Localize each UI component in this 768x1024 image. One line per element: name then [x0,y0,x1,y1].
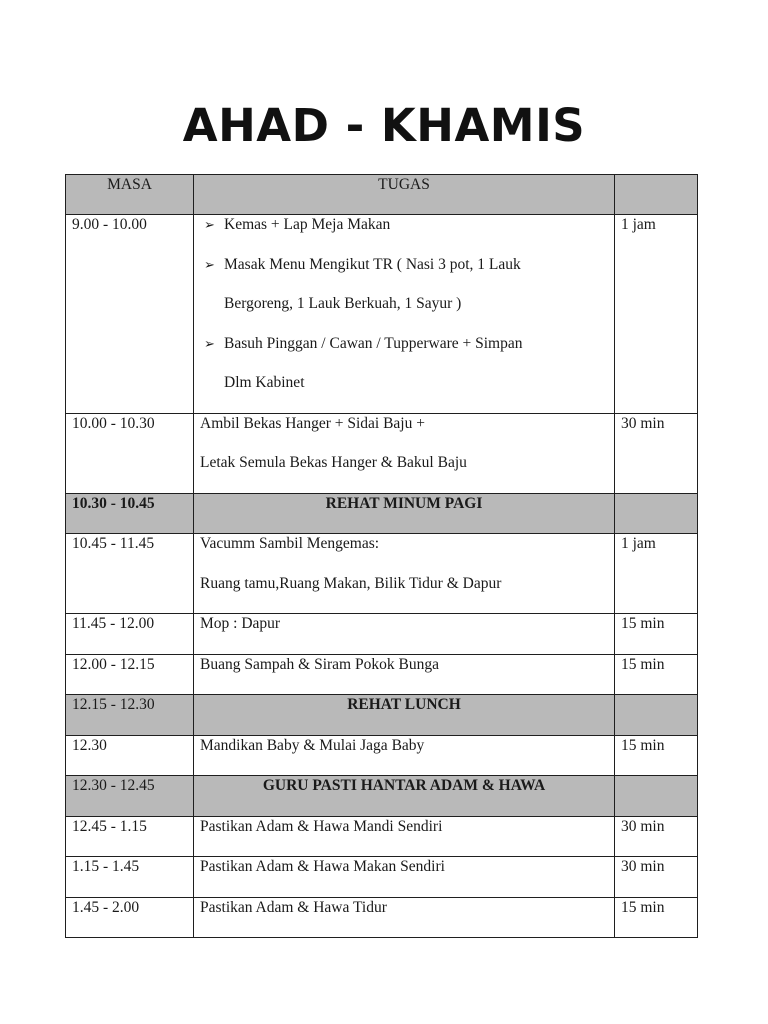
task-cell: Pastikan Adam & Hawa Tidur [194,897,615,938]
duration-cell: 15 min [615,735,698,776]
time-cell: 12.00 - 12.15 [66,654,194,695]
time-cell: 10.45 - 11.45 [66,534,194,614]
time-cell: 9.00 - 10.00 [66,215,194,414]
time-cell: 10.00 - 10.30 [66,413,194,493]
task-cell: Pastikan Adam & Hawa Makan Sendiri [194,857,615,898]
table-row [66,534,698,614]
time-cell: 1.15 - 1.45 [66,857,194,898]
time-cell: 12.45 - 1.15 [66,816,194,857]
time-cell: 12.30 [66,735,194,776]
task-cell: Buang Sampah & Siram Pokok Bunga [194,654,615,695]
duration-cell [615,695,698,736]
duration-cell: 30 min [615,857,698,898]
duration-cell: 1 jam [615,534,698,614]
header-masa: MASA [66,175,194,215]
break-row [66,493,698,534]
duration-cell [615,493,698,534]
table-row [66,215,698,414]
time-cell: 11.45 - 12.00 [66,614,194,655]
header-tugas: TUGAS [194,175,615,215]
table-row [66,897,698,938]
list-item: ➢ Masak Menu Mengikut TR ( Nasi 3 pot, 1 Lauk [200,255,608,295]
list-item: ➢ Basuh Pinggan / Cawan / Tupperware + Simpan [200,334,608,374]
time-cell: 1.45 - 2.00 [66,897,194,938]
arrow-bullet-icon: ➢ [204,218,215,233]
task-cell: Pastikan Adam & Hawa Mandi Sendiri [194,816,615,857]
duration-cell [615,776,698,817]
time-cell: 10.30 - 10.45 [66,493,194,534]
time-cell: 12.15 - 12.30 [66,695,194,736]
table-row [66,735,698,776]
duration-cell: 15 min [615,897,698,938]
task-cell: Mop : Dapur [194,614,615,655]
break-row [66,695,698,736]
task-cell: Ambil Bekas Hanger + Sidai Baju + Letak Semula Bekas Hanger & Bakul Baju [194,413,615,493]
duration-cell: 15 min [615,654,698,695]
table-row [66,413,698,493]
page-title: AHAD - KHAMIS [182,99,586,152]
duration-cell: 30 min [615,816,698,857]
list-item: ➢ Kemas + Lap Meja Makan [200,215,608,255]
task-cell: ➢ Kemas + Lap Meja Makan ➢ Masak Menu Mengikut TR ( Nasi 3 pot, 1 Lauk Bergoreng, 1 Lauk Berkuah, 1 Sayur ) ➢ Basuh Pinggan / Cawan / Tupperware + Simpan Dlm Kabinet [194,215,615,414]
duration-cell: 30 min [615,413,698,493]
task-cell: Vacumm Sambil Mengemas: Ruang tamu,Ruang Makan, Bilik Tidur & Dapur [194,534,615,614]
break-title: GURU PASTI HANTAR ADAM & HAWA [194,776,615,817]
table-row [66,614,698,655]
table-row [66,857,698,898]
table-header-row [66,175,698,215]
table-row [66,654,698,695]
break-title: REHAT LUNCH [194,695,615,736]
duration-cell: 15 min [615,614,698,655]
header-duration [615,175,698,215]
table-row [66,816,698,857]
arrow-bullet-icon: ➢ [204,336,215,352]
time-cell: 12.30 - 12.45 [66,776,194,817]
task-cell: Mandikan Baby & Mulai Jaga Baby [194,735,615,776]
break-title: REHAT MINUM PAGI [194,493,615,534]
break-row [66,776,698,817]
arrow-bullet-icon: ➢ [204,257,215,273]
duration-cell: 1 jam [615,215,698,414]
schedule-table [65,174,698,938]
